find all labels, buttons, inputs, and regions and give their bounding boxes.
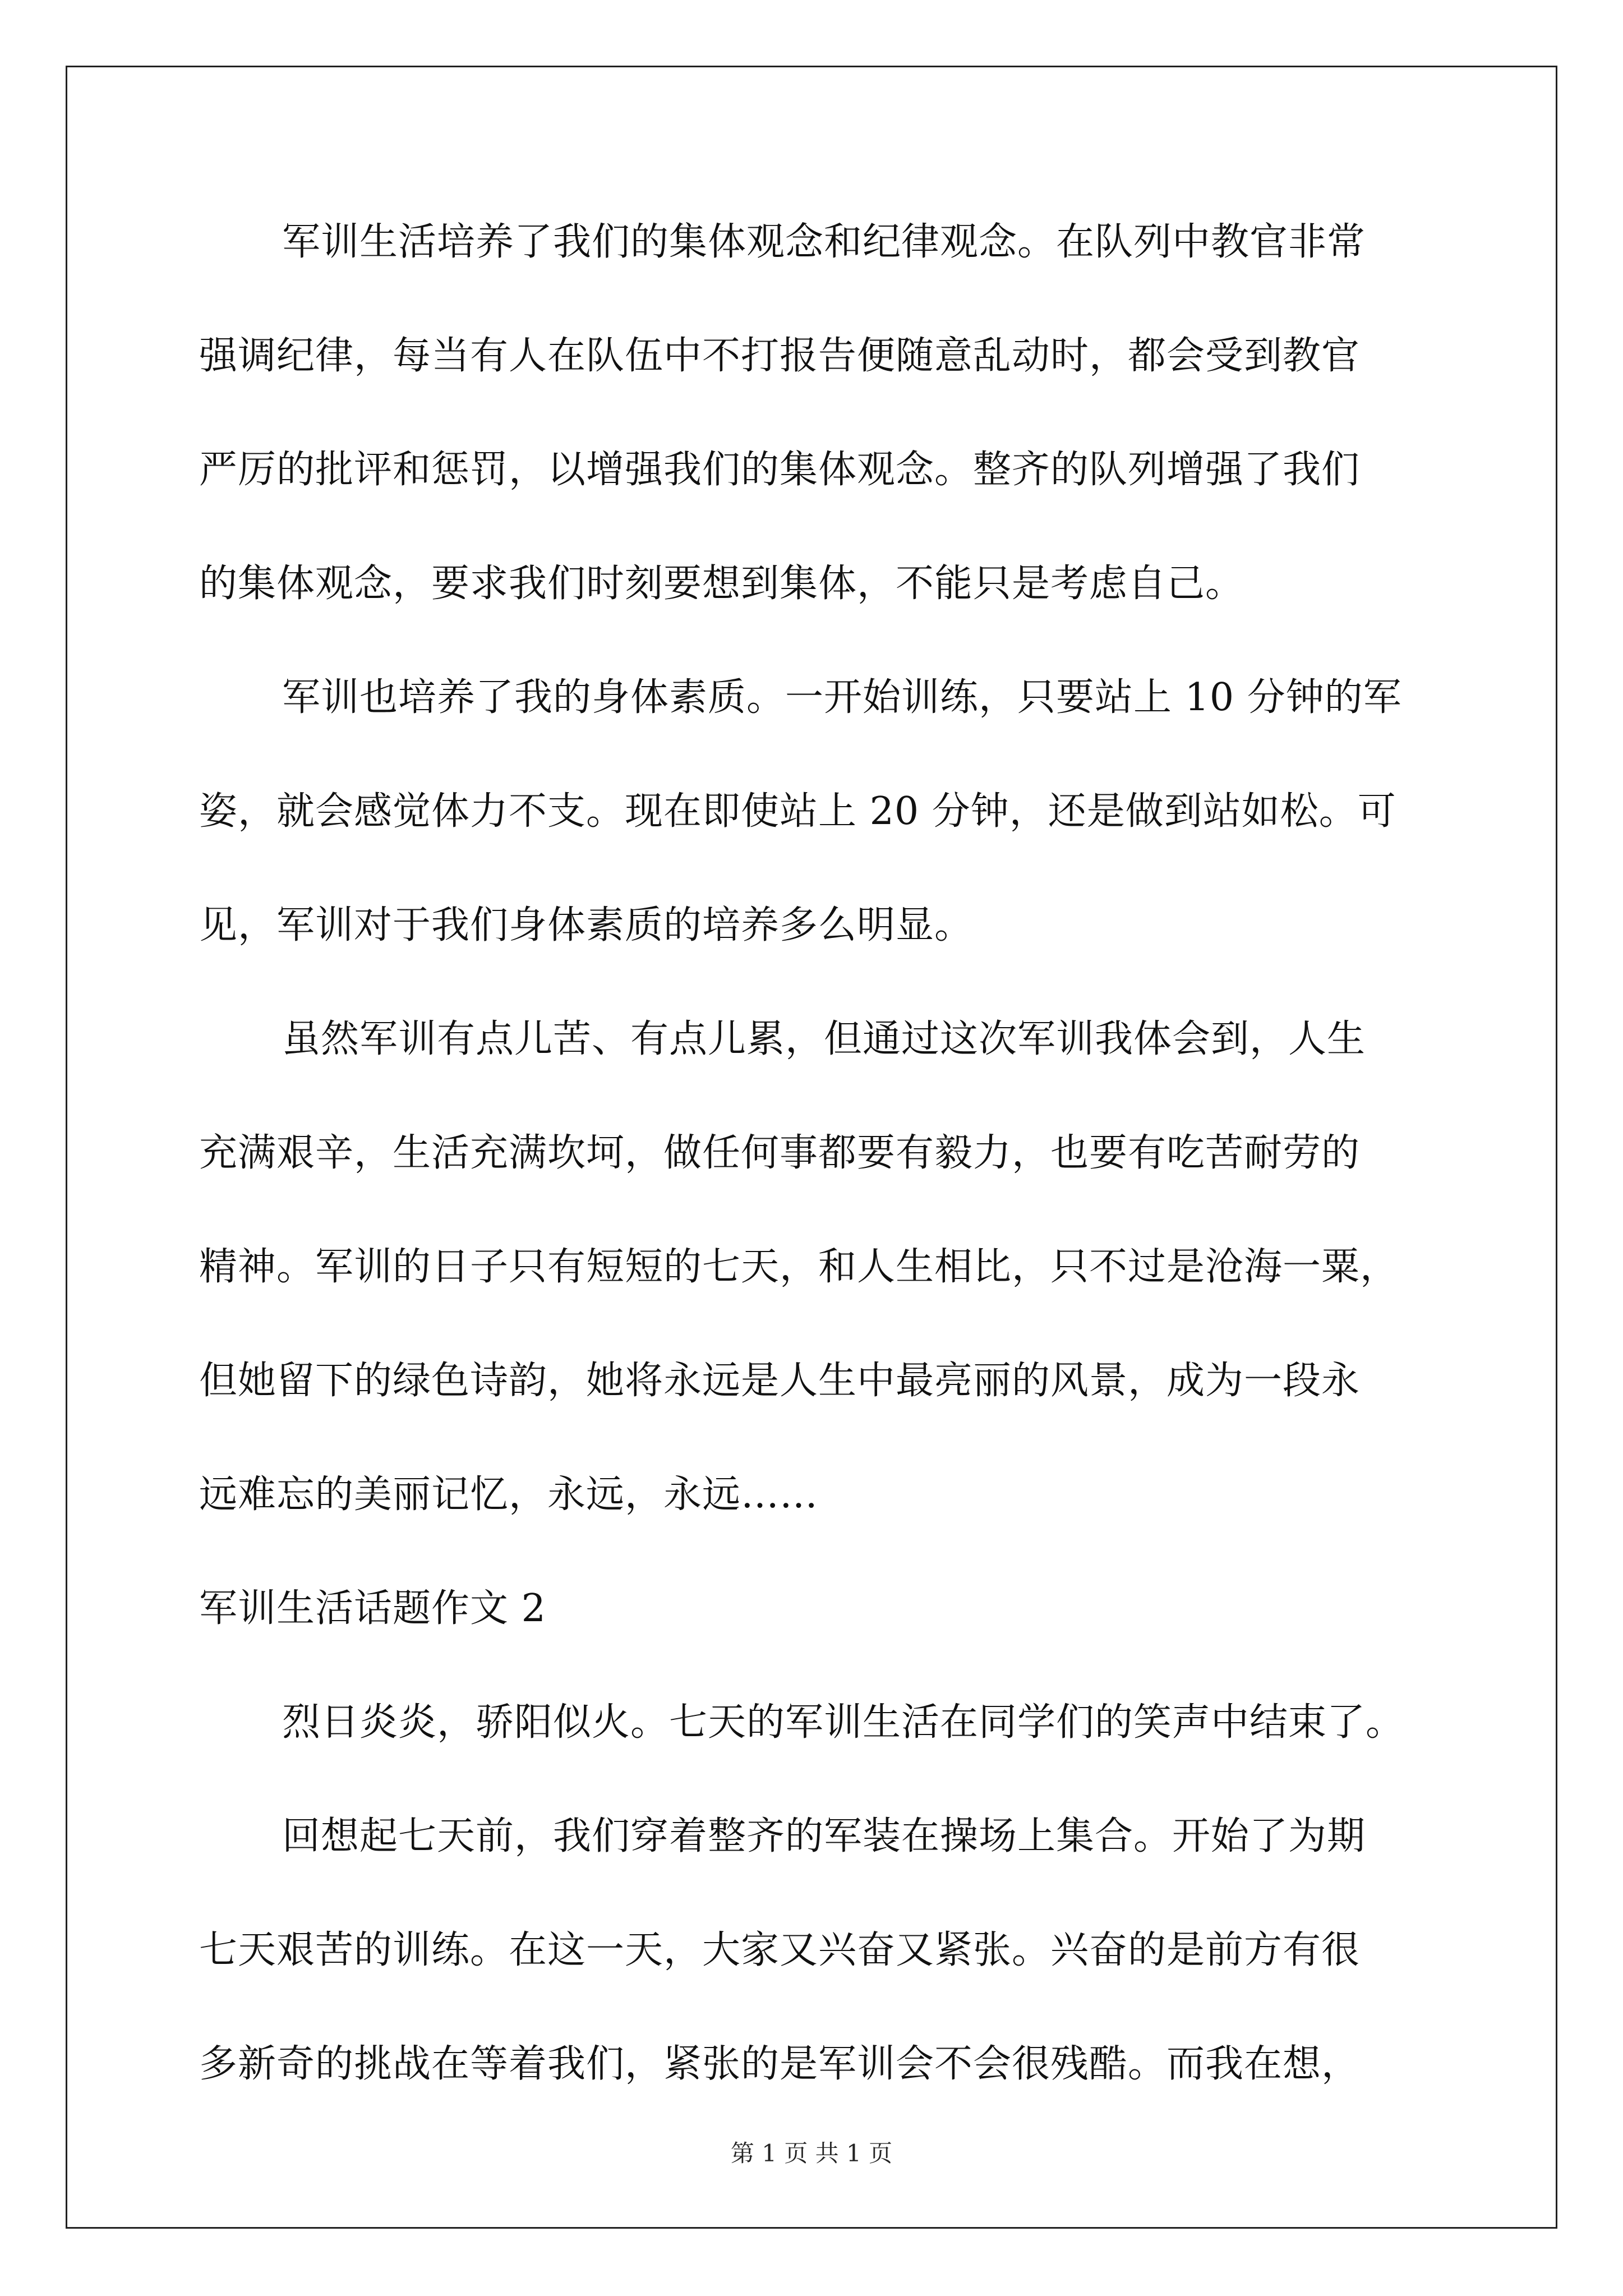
paragraph-line: 远难忘的美丽记忆，永远，永远…… [199, 1473, 819, 1517]
paragraph-line: 充满艰辛，生活充满坎坷，做任何事都要有毅力，也要有吃苦耐劳的 [199, 1131, 1361, 1175]
paragraph-line: 但她留下的绿色诗韵，她将永远是人生中最亮丽的风景，成为一段永 [199, 1359, 1361, 1403]
section-heading: 军训生活话题作文 2 [199, 1586, 546, 1631]
paragraph-line: 的集体观念，要求我们时刻要想到集体，不能只是考虑自己。 [199, 562, 1244, 606]
paragraph-line: 严厉的批评和惩罚，以增强我们的集体观念。整齐的队列增强了我们 [199, 448, 1361, 492]
paragraph-line: 见，军训对于我们身体素质的培养多么明显。 [199, 903, 974, 947]
paragraph-line: 军训也培养了我的身体素质。一开始训练，只要站上 10 分钟的军 [282, 675, 1402, 720]
paragraph-line: 七天艰苦的训练。在这一天，大家又兴奋又紧张。兴奋的是前方有很 [199, 1928, 1361, 1972]
paragraph-line: 姿，就会感觉体力不支。现在即使站上 20 分钟，还是做到站如松。可 [199, 789, 1396, 834]
page-number-footer: 第 1 页 共 1 页 [730, 2139, 893, 2167]
paragraph-line: 精神。军训的日子只有短短的七天，和人生相比，只不过是沧海一粟， [199, 1245, 1399, 1289]
paragraph-line: 军训生活培养了我们的集体观念和纪律观念。在队列中教官非常 [282, 220, 1366, 264]
paragraph-line: 回想起七天前，我们穿着整齐的军装在操场上集合。开始了为期 [282, 1814, 1366, 1858]
paragraph-line: 烈日炎炎，骄阳似火。七天的军训生活在同学们的笑声中结束了。 [282, 1700, 1405, 1745]
paragraph-line: 强调纪律，每当有人在队伍中不打报告便随意乱动时，都会受到教官 [199, 334, 1361, 378]
paragraph-line: 虽然军训有点儿苦、有点儿累，但通过这次军训我体会到，人生 [282, 1017, 1366, 1061]
paragraph-line: 多新奇的挑战在等着我们，紧张的是军训会不会很残酷。而我在想， [199, 2042, 1361, 2086]
